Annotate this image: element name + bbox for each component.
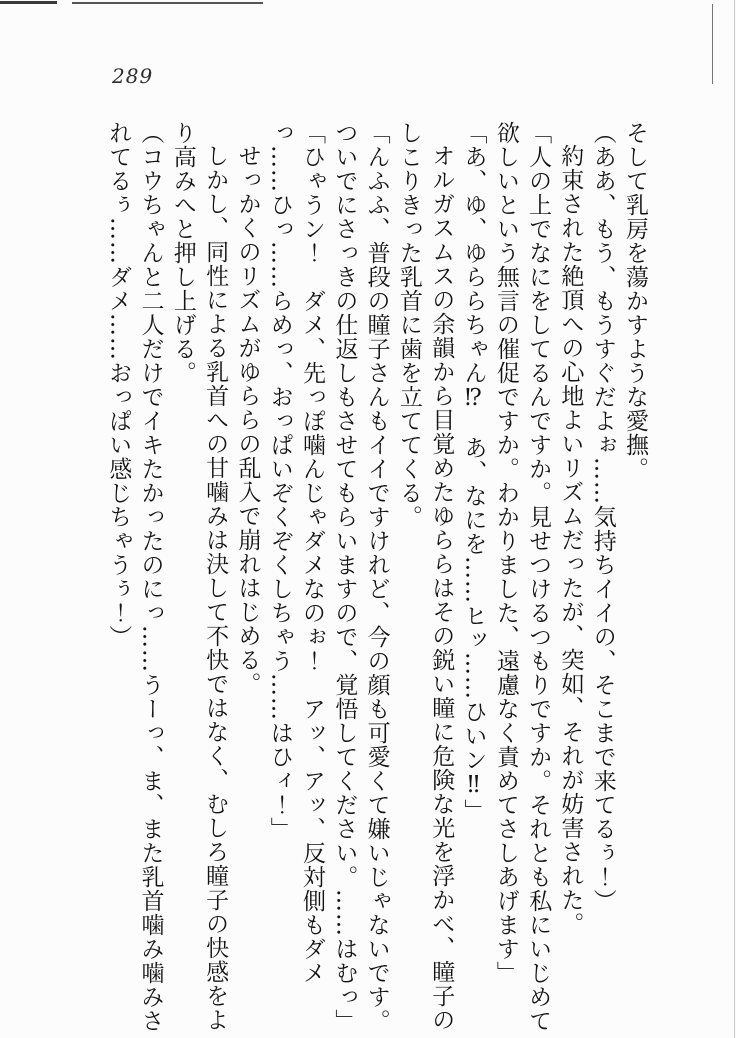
scan-margin-line — [712, 4, 713, 84]
scan-edge-line — [72, 2, 263, 4]
paragraph: オルガスムスの余韻から目覚めたゆららはその鋭い瞳に危険な光を浮かべ、瞳子のしこりきった乳首に歯を立ててくる。 — [395, 121, 455, 1032]
page-number: 289 — [112, 64, 154, 88]
page-edge-line — [734, 0, 735, 1038]
paragraph: （コウちゃんと二人だけでイキたかったのにっ……うーっ、ま、また乳首噛み噛みされてるぅ……ダメ……おっぱい感じちゃうぅ！） — [105, 121, 164, 1033]
paragraph: 「んふふ、普段の瞳子さんもイイですけれど、今の顔も可愛くて嫌いじゃないです。ついでにさっきの仕返しもさせてもらいますので、覚悟してください。……はむっ」 — [331, 121, 390, 1033]
paragraph: 「あ、ゆ、ゆららちゃん⁉ あ、なにを……ヒッ……ひいン‼」 — [460, 121, 487, 823]
paragraph: （ああ、もう、もうすぐだよぉ……気持ちイイの、そこまで来てるぅ！） — [589, 121, 616, 913]
paragraph: 「ひゃうン！ ダメ、先っぽ噛んじゃダメなのぉ！ アッ、アッ、反対側もダメっ……ひっ……らめっ、おっぱいぞくぞくしちゃう……はひィ！」 — [266, 121, 326, 985]
paragraph: せっかくのリズムがゆららの乱入で崩れはじめる。 — [234, 144, 261, 696]
text-area — [102, 121, 651, 1037]
paragraph: しかし、同性による乳首への甘噛みは決して不快ではなく、むしろ瞳子の快感をより高みへと押し上げる。 — [169, 121, 229, 1032]
paragraph: 「人の上でなにをしてるんですか。見せつけるつもりですか。それとも私にいじめて欲しいという無言の催促ですか。わかりました、遠慮なく責めてさしあげます」 — [492, 121, 552, 1033]
paragraph: そして乳房を蕩かすような愛撫。 — [622, 121, 648, 481]
scan-edge-line — [0, 1, 57, 4]
paragraph: 約束された絶頂への心地よいリズムだったが、突如、それが妨害された。 — [557, 144, 584, 936]
